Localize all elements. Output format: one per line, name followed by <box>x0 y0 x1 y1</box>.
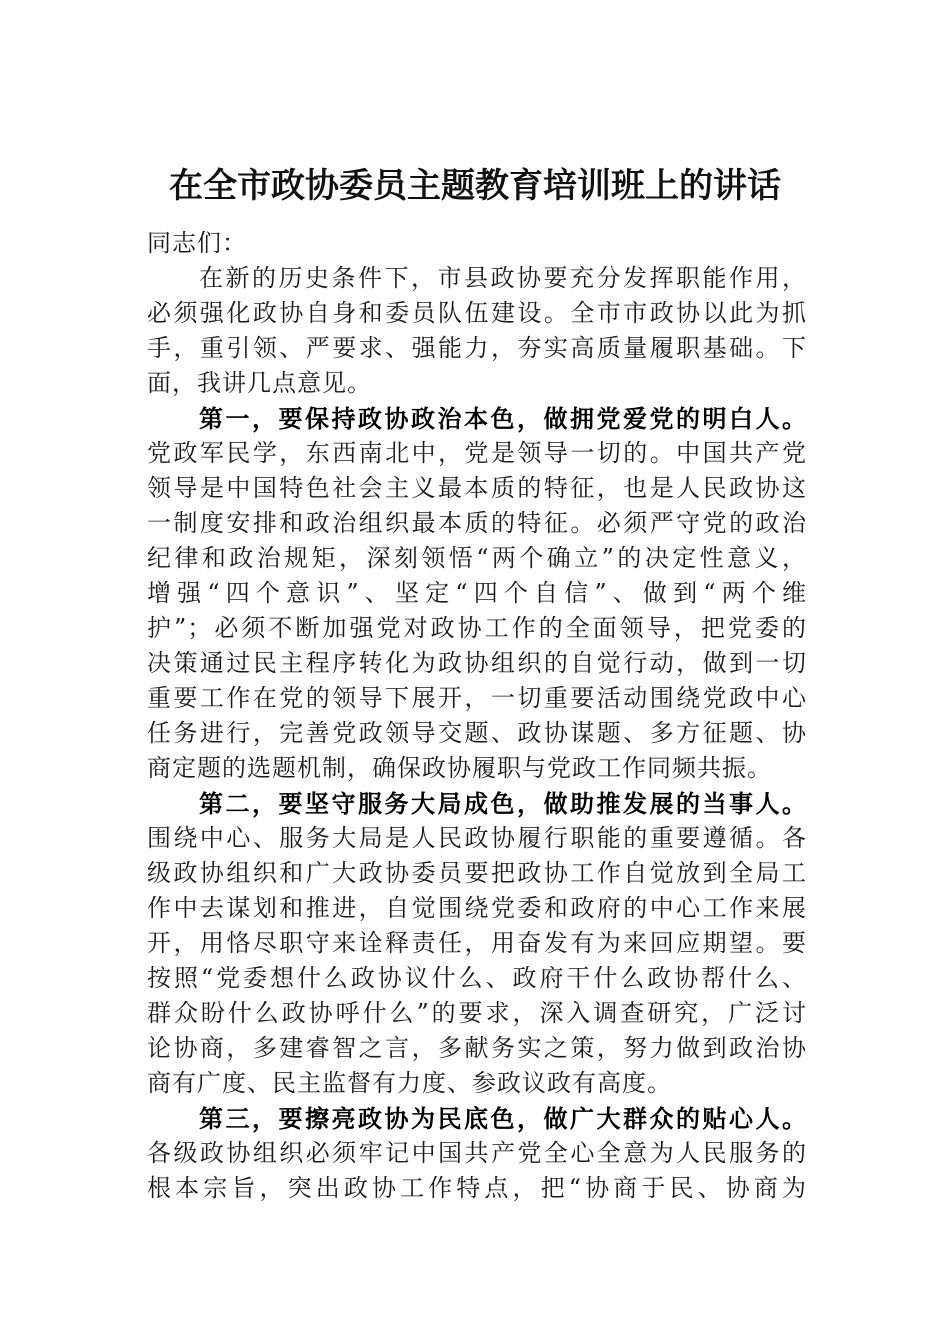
body-text-line: 群众盼什么政协呼什么”的要求，深入调查研究，广泛讨 <box>147 999 807 1027</box>
body-text-line: 级政协组织和广大政协委员要把政协工作自觉放到全局工 <box>147 859 807 887</box>
document-body <box>147 226 807 1206</box>
body-text-line: 决策通过民主程序转化为政协组织的自觉行动，做到一切 <box>147 649 807 677</box>
body-text-line: 根本宗旨，突出政协工作特点，把“协商于民、协商为 <box>147 1174 807 1202</box>
section-heading-line: 第三，要擦亮政协为民底色，做广大群众的贴心人。 <box>199 1104 807 1133</box>
body-text-line: 面，我讲几点意见。 <box>147 369 372 397</box>
body-text-line: 党政军民学，东西南北中，党是领导一切的。中国共产党 <box>147 439 807 467</box>
body-text-line: 增强“四个意识”、坚定“四个自信”、做到“两个维 <box>147 579 807 607</box>
body-text-line: 商有广度、民主监督有力度、参政议政有高度。 <box>147 1069 672 1097</box>
body-text-line: 按照“党委想什么政协议什么、政府干什么政协帮什么、 <box>147 964 807 992</box>
body-text-line: 护”；必须不断加强党对政协工作的全面领导，把党委的 <box>147 614 807 642</box>
body-text-line: 开，用恪尽职守来诠释责任，用奋发有为来回应期望。要 <box>147 929 807 957</box>
body-text-line: 围绕中心、服务大局是人民政协履行职能的重要遵循。各 <box>147 824 807 852</box>
body-text-line: 在新的历史条件下，市县政协要充分发挥职能作用， <box>199 264 807 292</box>
section-heading-line: 第一，要保持政协政治本色，做拥党爱党的明白人。 <box>199 404 807 433</box>
body-text-line: 论协商，多建睿智之言，多献务实之策，努力做到政治协 <box>147 1034 807 1062</box>
body-text-line: 手，重引领、严要求、强能力，夯实高质量履职基础。下 <box>147 334 807 362</box>
salutation: 同志们： <box>147 229 247 257</box>
body-text-line: 必须强化政协自身和委员队伍建设。全市市政协以此为抓 <box>147 299 807 327</box>
section-heading-line: 第二，要坚守服务大局成色，做助推发展的当事人。 <box>199 789 807 818</box>
body-text-line: 商定题的选题机制，确保政协履职与党政工作同频共振。 <box>147 754 772 782</box>
body-text-line: 作中去谋划和推进，自觉围绕党委和政府的中心工作来展 <box>147 894 807 922</box>
body-text-line: 各级政协组织必须牢记中国共产党全心全意为人民服务的 <box>147 1139 807 1167</box>
body-text-line: 一制度安排和政治组织最本质的特征。必须严守党的政治 <box>147 509 807 537</box>
document-title: 在全市政协委员主题教育培训班上的讲话 <box>169 166 781 206</box>
body-text-line: 纪律和政治规矩，深刻领悟“两个确立”的决定性意义， <box>147 544 807 572</box>
body-text-line: 领导是中国特色社会主义最本质的特征，也是人民政协这 <box>147 474 807 502</box>
body-text-line: 重要工作在党的领导下展开，一切重要活动围绕党政中心 <box>147 684 807 712</box>
body-text-line: 任务进行，完善党政领导交题、政协谋题、多方征题、协 <box>147 719 807 747</box>
paragraph-lines <box>147 261 807 1206</box>
